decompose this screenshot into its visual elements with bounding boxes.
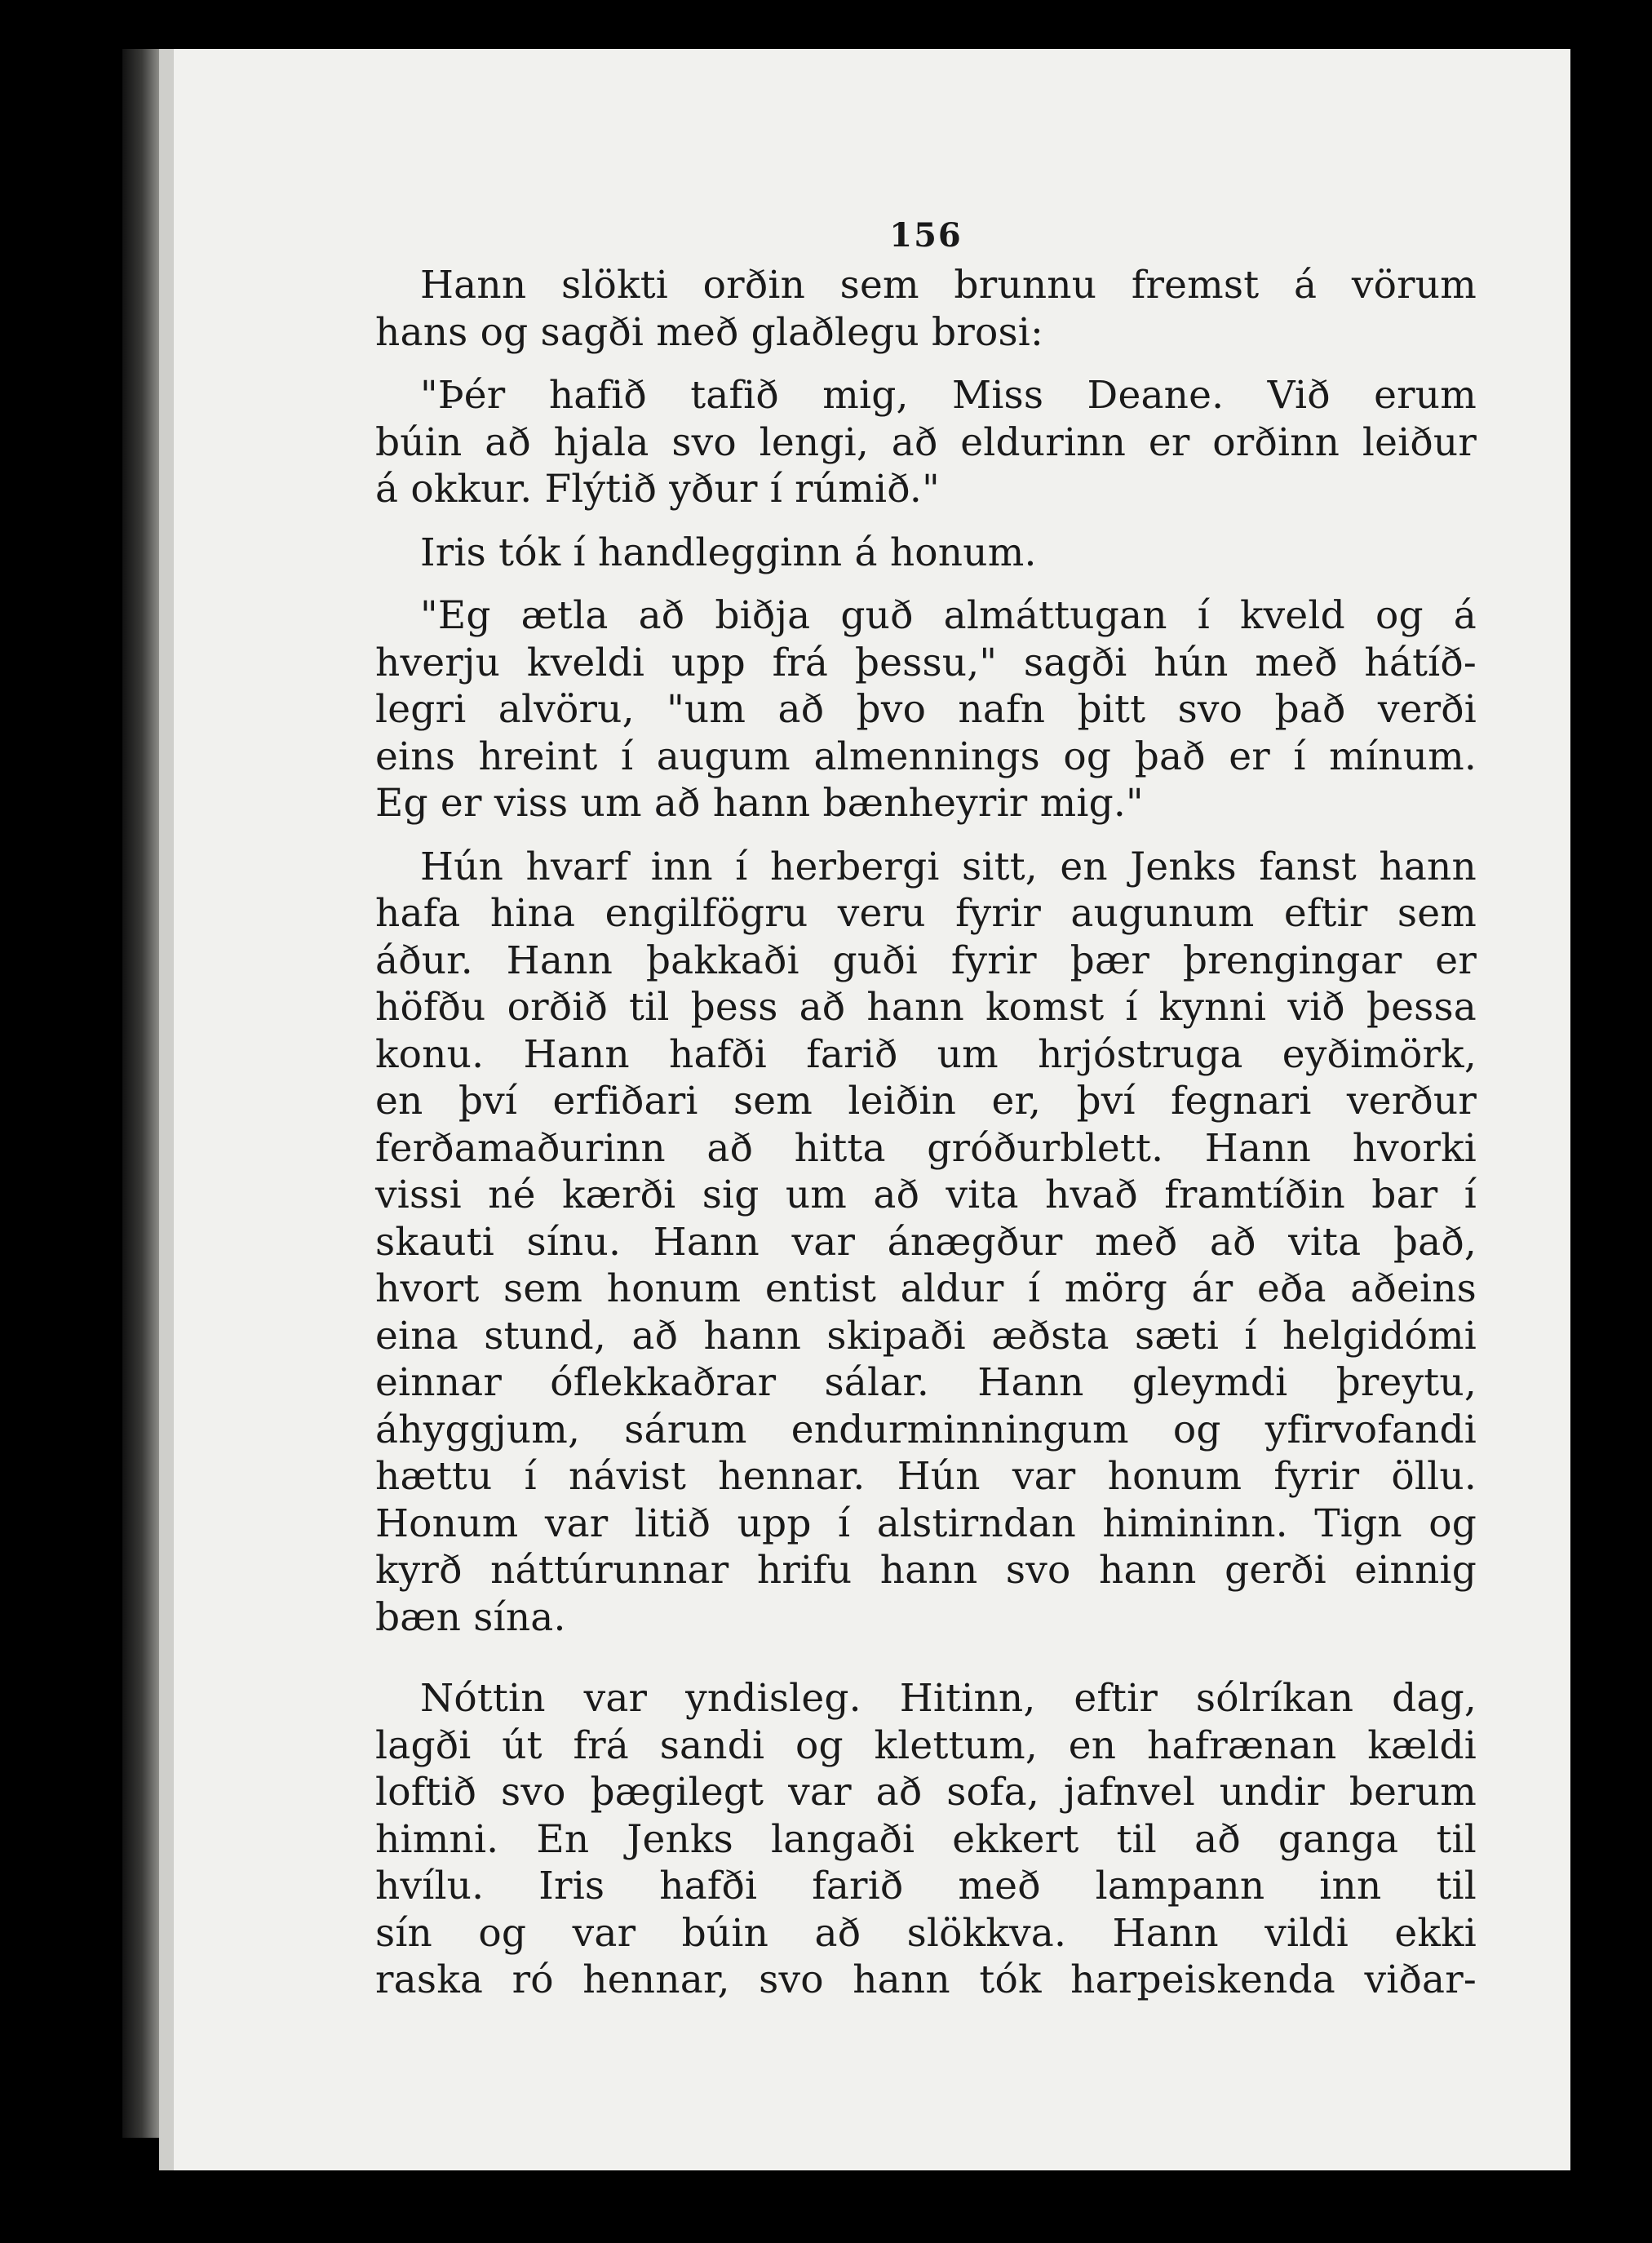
paragraph	[375, 530, 1477, 577]
text-line: "Þér hafið tafið mig, Miss Deane. Við erum	[420, 373, 1477, 418]
text-line: ferðamaðurinn að hitta gróðurblett. Hann hvorki	[375, 1125, 1477, 1171]
text-line: eins hreint í augum almennings og það er í mínum.	[375, 734, 1477, 779]
page-text	[375, 216, 1477, 2020]
paragraph	[375, 262, 1477, 356]
text-line: sín og var búin að slökkva. Hann vildi ekki	[375, 1910, 1477, 1956]
text-line: loftið svo þægilegt var að sofa, jafnvel undir berum	[375, 1770, 1477, 1815]
paragraph	[375, 1675, 1477, 2004]
text-line: á okkur. Flýtið yður í rúmið."	[375, 467, 940, 512]
text-line: hverju kveldi upp frá þessu," sagði hún með hátíð-	[375, 640, 1477, 685]
paragraph	[375, 844, 1477, 1642]
text-line: konu. Hann hafði farið um hrjóstruga eyðimörk,	[375, 1031, 1477, 1077]
text-line: hvort sem honum entist aldur í mörg ár eða aðeins	[375, 1266, 1477, 1311]
text-line: Iris tók í handlegginn á honum.	[420, 530, 1037, 575]
text-line: skauti sínu. Hann var ánægður með að vita það,	[375, 1219, 1477, 1265]
page-number: 156	[889, 216, 963, 255]
text-line: Hún hvarf inn í herbergi sitt, en Jenks fanst hann	[420, 844, 1477, 889]
text-line: himni. En Jenks langaði ekkert til að ganga til	[375, 1816, 1477, 1862]
text-line: lagði út frá sandi og klettum, en hafrænan kældi	[375, 1722, 1477, 1768]
text-line: hans og sagði með glaðlegu brosi:	[375, 309, 1044, 355]
text-line: vissi né kærði sig um að vita hvað framtíðin bar í	[375, 1172, 1477, 1217]
text-line: Honum var litið upp í alstirndan himininn. Tign og	[375, 1501, 1477, 1546]
text-line: en því erfiðari sem leiðin er, því fegnari verður	[375, 1079, 1477, 1124]
text-line: Nóttin var yndisleg. Hitinn, eftir sólríkan dag,	[420, 1676, 1477, 1721]
text-line: hættu í návist hennar. Hún var honum fyrir öllu.	[375, 1454, 1477, 1499]
paragraph	[375, 592, 1477, 827]
paragraph	[375, 372, 1477, 513]
text-line: bæn sína.	[375, 1594, 566, 1640]
text-line: "Eg ætla að biðja guð almáttugan í kveld og á	[420, 593, 1477, 638]
text-line: kyrð náttúrunnar hrifu hann svo hann gerði einnig	[375, 1548, 1477, 1593]
text-line: Eg er viss um að hann bænheyrir mig."	[375, 781, 1144, 826]
text-line: búin að hjala svo lengi, að eldurinn er orðinn leiður	[375, 419, 1477, 465]
text-line: eina stund, að hann skipaði æðsta sæti í helgidómi	[375, 1313, 1477, 1359]
text-line: raska ró hennar, svo hann tók harpeiskenda viðar-	[375, 1957, 1477, 2002]
text-line: hvílu. Iris hafði farið með lampann inn til	[375, 1864, 1477, 1908]
text-line: höfðu orðið til þess að hann komst í kynni við þessa	[375, 985, 1477, 1030]
text-line: Hann slökti orðin sem brunnu fremst á vörum	[420, 263, 1477, 308]
text-line: einnar óflekkaðrar sálar. Hann gleymdi þreytu,	[375, 1360, 1477, 1405]
text-line: áhyggjum, sárum endurminningum og yfirvofandi	[375, 1407, 1477, 1452]
text-line: áður. Hann þakkaði guði fyrir þær þrengingar er	[375, 938, 1477, 983]
text-line: hafa hina engilfögru veru fyrir augunum eftir sem	[375, 891, 1477, 936]
text-line: legri alvöru, "um að þvo nafn þitt svo það verði	[375, 687, 1477, 732]
